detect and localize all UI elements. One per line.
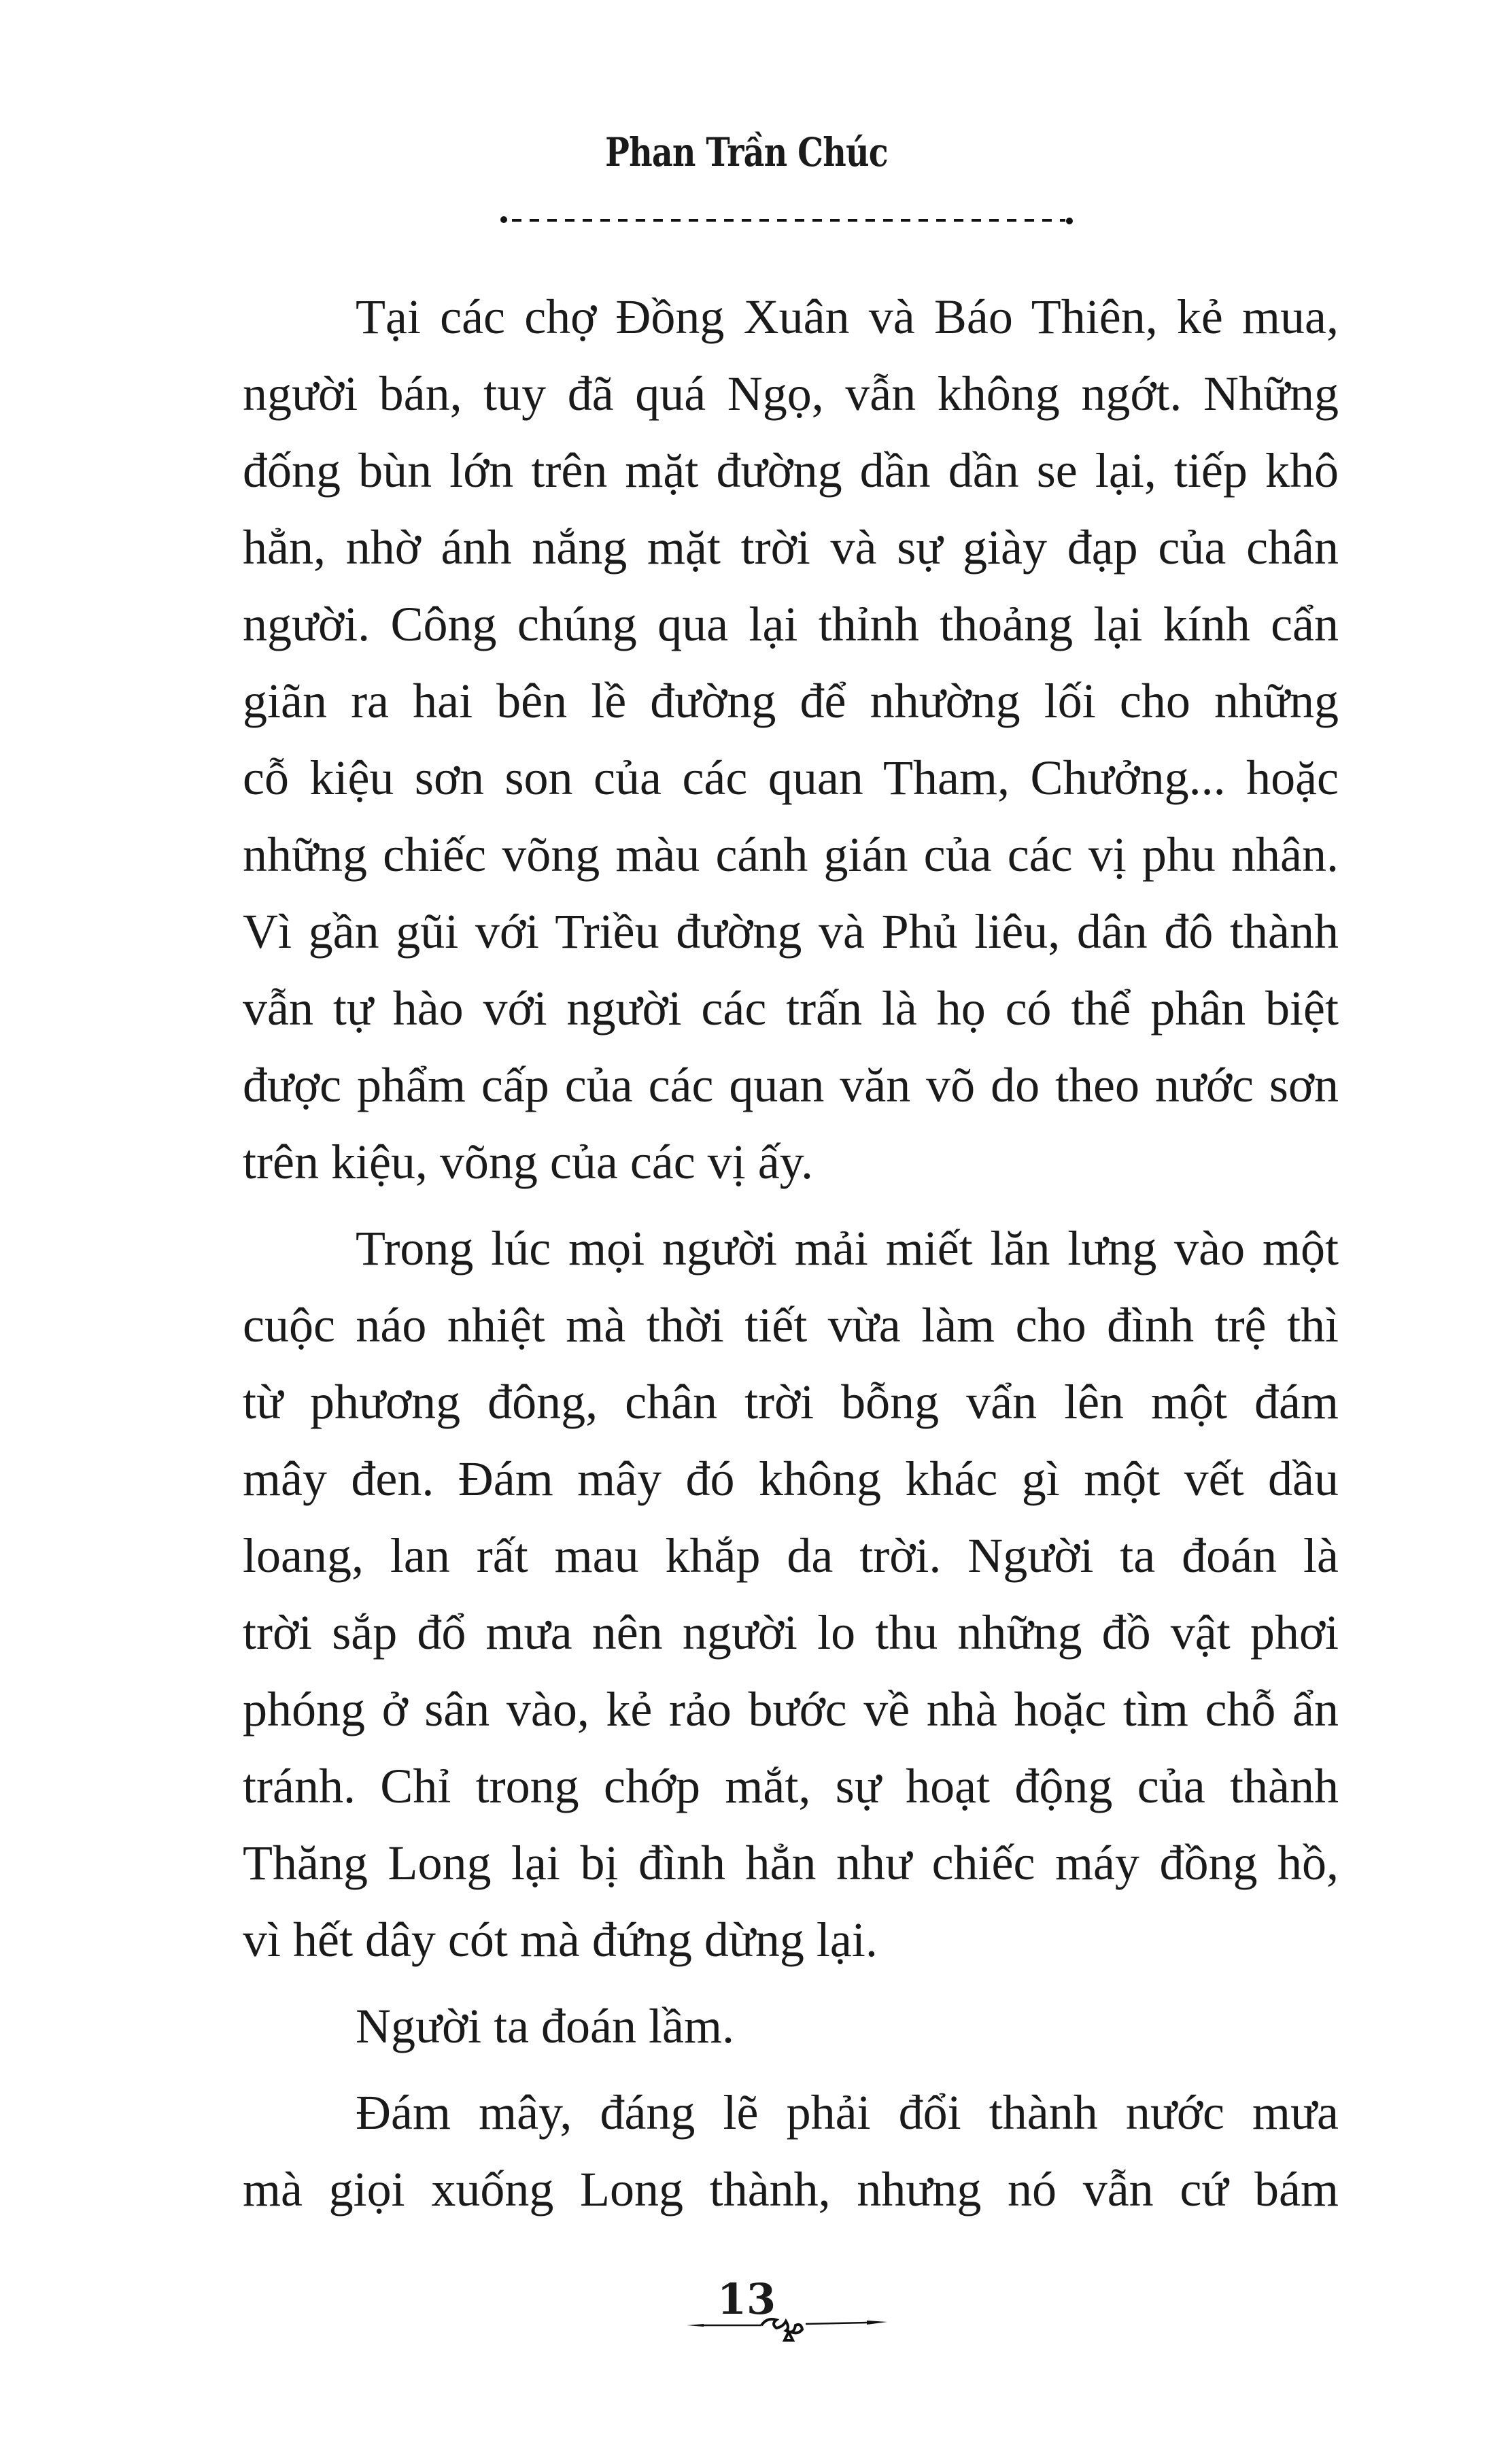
text-line: mà giọi xuống Long thành, nhưng nó vẫn cứ bám [243, 2162, 1339, 2217]
text-line: trời sắp đổ mưa nên người lo thu những đồ vật phơi [243, 1605, 1339, 1660]
text-line: loang, lan rất mau khắp da trời. Người ta đoán là [243, 1528, 1339, 1583]
page-number: 13 [717, 2274, 776, 2324]
text-line: Người ta đoán lầm. [356, 1999, 734, 2053]
footer-ornament-icon [687, 2312, 891, 2352]
text-line: trên kiệu, võng của các vị ấy. [243, 1135, 813, 1189]
text-line: phóng ở sân vào, kẻ rảo bước về nhà hoặc tìm chỗ ẩn [243, 1682, 1339, 1736]
text-line: giãn ra hai bên lề đường để nhường lối cho những [243, 674, 1339, 728]
text-line: cuộc náo nhiệt mà thời tiết vừa làm cho đình trệ thì [243, 1298, 1339, 1352]
text-line: vẫn tự hào với người các trấn là họ có thể phân biệt [243, 981, 1339, 1036]
paragraph [243, 1210, 1339, 1979]
paragraph [243, 2074, 1339, 2228]
text-line: từ phương đông, chân trời bỗng vẩn lên một đám [243, 1375, 1339, 1429]
text-line: người. Công chúng qua lại thỉnh thoảng lại kính cẩn [243, 597, 1339, 651]
text-line: được phẩm cấp của các quan văn võ do theo nước sơn [243, 1058, 1339, 1112]
text-line: vì hết dây cót mà đứng dừng lại. [243, 1913, 878, 1967]
paragraph [243, 1988, 1339, 2065]
text-line: cỗ kiệu sơn son của các quan Tham, Chưởng... hoặc [243, 751, 1339, 805]
text-line: những chiếc võng màu cánh gián của các vị phu nhân. [243, 827, 1339, 882]
text-line: Tại các chợ Đồng Xuân và Báo Thiên, kẻ mua, [356, 290, 1339, 344]
body-text [243, 279, 1339, 2238]
text-line: Thăng Long lại bị đình hẳn như chiếc máy đồng hồ, [243, 1836, 1339, 1890]
text-line: mây đen. Đám mây đó không khác gì một vết dầu [243, 1452, 1339, 1506]
text-line: đống bùn lớn trên mặt đường dần dần se lại, tiếp khô [243, 443, 1339, 498]
text-line: tránh. Chỉ trong chớp mắt, sự hoạt động của thành [243, 1759, 1339, 1813]
text-line: Trong lúc mọi người mải miết lăn lưng vào một [356, 1221, 1339, 1276]
paragraph [243, 279, 1339, 1201]
text-line: Đám mây, đáng lẽ phải đổi thành nước mưa [356, 2085, 1339, 2140]
text-line: Vì gần gũi với Triều đường và Phủ liêu, dân đô thành [243, 904, 1339, 959]
header-dashed-rule [500, 216, 1074, 224]
text-line: hẳn, nhờ ánh nắng mặt trời và sự giày đạp của chân [243, 520, 1339, 575]
running-title: Phan Trần Chúc [605, 129, 888, 175]
text-line: người bán, tuy đã quá Ngọ, vẫn không ngớt. Những [243, 366, 1339, 421]
